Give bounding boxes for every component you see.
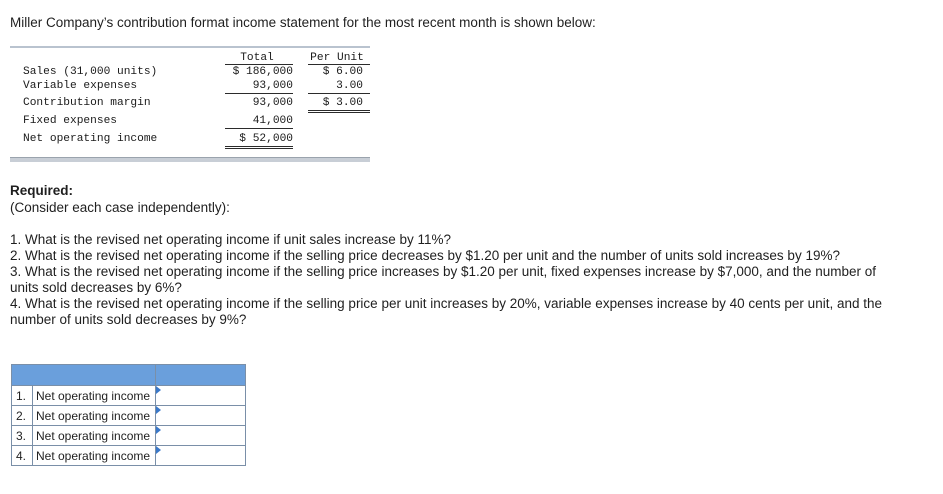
column-header-total: Total xyxy=(240,52,274,64)
answer-input-cell-1[interactable] xyxy=(156,386,246,406)
row-per-unit-sales: $ 6.00 xyxy=(322,66,363,78)
answer-row-number: 2. xyxy=(12,406,33,426)
variable-expenses-underline-per-unit xyxy=(308,93,370,94)
per-unit-double-underline-2 xyxy=(308,112,370,113)
row-total-net-operating-income: $ 52,000 xyxy=(239,133,293,145)
answer-row xyxy=(12,446,246,466)
answer-input-2[interactable] xyxy=(156,406,245,425)
answer-table xyxy=(11,364,246,466)
row-label-sales: Sales (31,000 units) xyxy=(23,66,158,78)
row-per-unit-contribution-margin: $ 3.00 xyxy=(322,97,363,109)
answer-input-cell-3[interactable] xyxy=(156,426,246,446)
answer-row xyxy=(12,386,246,406)
income-statement xyxy=(10,48,370,160)
answer-row-label: Net operating income xyxy=(33,386,156,406)
row-per-unit-variable-expenses: 3.00 xyxy=(336,80,363,92)
row-label-net-operating-income: Net operating income xyxy=(23,133,158,145)
column-header-per-unit: Per Unit xyxy=(310,52,364,64)
net-income-double-underline-2 xyxy=(225,148,293,149)
statement-bottom-rule xyxy=(10,157,370,162)
row-total-sales: $ 186,000 xyxy=(232,66,293,78)
answer-input-4[interactable] xyxy=(156,446,245,465)
required-subheading: (Consider each case independently): xyxy=(10,200,230,215)
answer-input-cell-4[interactable] xyxy=(156,446,246,466)
question-2: 2. What is the revised net operating income if the selling price decreases by $1.20 per unit and the number of units sold increases by 19%? xyxy=(10,248,840,263)
answer-row-label: Net operating income xyxy=(33,406,156,426)
per-unit-double-underline-1 xyxy=(308,110,370,111)
input-marker-icon xyxy=(156,406,161,414)
row-label-variable-expenses: Variable expenses xyxy=(23,80,138,92)
row-total-variable-expenses: 93,000 xyxy=(252,80,293,92)
answer-input-3[interactable] xyxy=(156,426,245,445)
row-total-fixed-expenses: 41,000 xyxy=(252,115,293,127)
question-list xyxy=(10,232,890,328)
answer-row-label: Net operating income xyxy=(33,426,156,446)
answer-row-label: Net operating income xyxy=(33,446,156,466)
required-heading: Required: xyxy=(10,183,74,198)
answer-row xyxy=(12,406,246,426)
question-1: 1. What is the revised net operating income if unit sales increase by 11%? xyxy=(10,232,451,247)
variable-expenses-underline-total xyxy=(225,93,293,94)
question-4: 4. What is the revised net operating income if the selling price per unit increases by 20%, variable expenses increase by 40 cents per unit, and the number of units sold decreases by 9%? xyxy=(10,296,882,327)
answer-row-number: 1. xyxy=(12,386,33,406)
answer-row-number: 3. xyxy=(12,426,33,446)
answer-input-cell-2[interactable] xyxy=(156,406,246,426)
fixed-expenses-underline-total xyxy=(225,128,293,129)
answer-header-value-cell xyxy=(156,365,246,386)
question-3: 3. What is the revised net operating income if the selling price increases by $1.20 per unit, fixed expenses increase by $7,000, and the number of units sold decreases by 6%? xyxy=(10,264,877,295)
answer-row xyxy=(12,426,246,446)
answer-header-label-cell xyxy=(12,365,156,386)
answer-table-header xyxy=(12,365,246,386)
net-income-double-underline-1 xyxy=(225,146,293,147)
input-marker-icon xyxy=(156,426,161,434)
answer-input-1[interactable] xyxy=(156,386,245,405)
input-marker-icon xyxy=(156,386,161,394)
intro-text: Miller Company’s contribution format income statement for the most recent month is shown below: xyxy=(10,15,596,30)
input-marker-icon xyxy=(156,446,161,454)
row-label-fixed-expenses: Fixed expenses xyxy=(23,115,117,127)
answer-row-number: 4. xyxy=(12,446,33,466)
row-label-contribution-margin: Contribution margin xyxy=(23,97,151,109)
row-total-contribution-margin: 93,000 xyxy=(252,97,293,109)
